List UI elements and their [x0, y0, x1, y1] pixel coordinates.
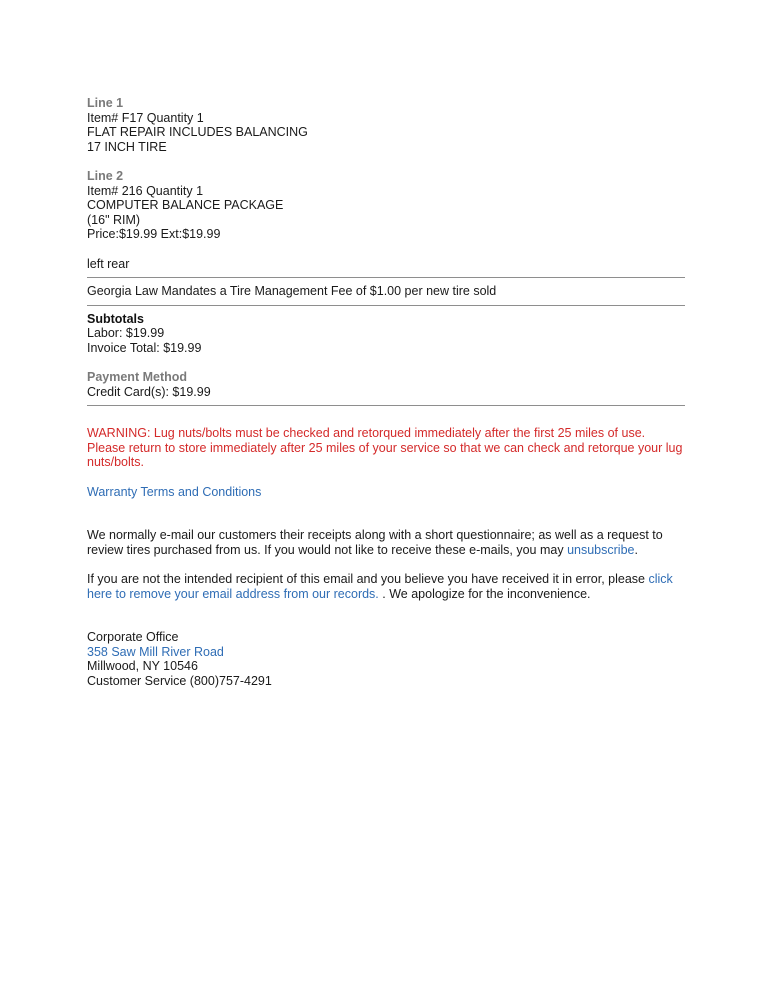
- divider: [87, 305, 685, 306]
- customer-service-phone: Customer Service (800)757-4291: [87, 674, 272, 688]
- subtotals-heading: Subtotals: [87, 311, 144, 326]
- recipient-notice: [87, 572, 685, 601]
- city-line: Millwood, NY 10546: [87, 659, 198, 674]
- line-item-heading: Line 1: [87, 96, 124, 110]
- law-notice: Georgia Law Mandates a Tire Management Fee of $1.00 per new tire sold: [87, 284, 497, 299]
- line-item-detail: Item# F17 Quantity 1: [87, 110, 204, 125]
- line-item-detail: FLAT REPAIR INCLUDES BALANCING: [87, 125, 308, 140]
- warranty-link[interactable]: Warranty Terms and Conditions: [87, 484, 262, 499]
- corporate-footer: [87, 630, 685, 688]
- line-item-detail: 17 INCH TIRE: [87, 139, 167, 154]
- line-item-detail: COMPUTER BALANCE PACKAGE: [87, 198, 284, 213]
- email-notice-text: We normally e-mail our customers their receipts along with a short questionnaire; as well as a request to review tires purchased from us. If you would not like to receive these e-mails, you may: [87, 528, 663, 557]
- payment-heading: Payment Method: [87, 370, 188, 385]
- address-link[interactable]: 358 Saw Mill River Road: [87, 644, 224, 659]
- recipient-notice-text: If you are not the intended recipient of this email and you believe you have received it in error, please: [87, 572, 649, 587]
- email-notice: [87, 528, 685, 557]
- payment-section: [87, 370, 685, 399]
- line-item-heading: Line 2: [87, 168, 124, 183]
- divider: [87, 405, 685, 406]
- email-notice-after: .: [634, 542, 638, 557]
- payment-credit: Credit Card(s): $19.99: [87, 384, 211, 399]
- remove-email-link[interactable]: click here to remove your email address from our records.: [87, 572, 673, 601]
- invoice-total: Invoice Total: $19.99: [87, 340, 202, 355]
- office-label: Corporate Office: [87, 630, 179, 645]
- divider: [87, 277, 685, 278]
- line-item-2: [87, 169, 685, 242]
- receipt-document: [87, 96, 685, 689]
- line-item-price: Price:$19.99 Ext:$19.99: [87, 227, 221, 242]
- subtotals-section: [87, 312, 685, 356]
- recipient-notice-after: . We apologize for the inconvenience.: [378, 586, 591, 601]
- warning-text: WARNING: Lug nuts/bolts must be checked and retorqued immediately after the first 25 miles of use. Please return to store immediately after 25 miles of your service so that we can check and retorque your lug nuts/bolts.: [87, 426, 683, 470]
- unsubscribe-link[interactable]: unsubscribe: [567, 542, 635, 557]
- line-item-detail: (16" RIM): [87, 212, 141, 227]
- service-note: left rear: [87, 256, 130, 271]
- labor-subtotal: Labor: $19.99: [87, 326, 165, 341]
- line-item-detail: Item# 216 Quantity 1: [87, 183, 204, 198]
- line-item-1: [87, 96, 685, 154]
